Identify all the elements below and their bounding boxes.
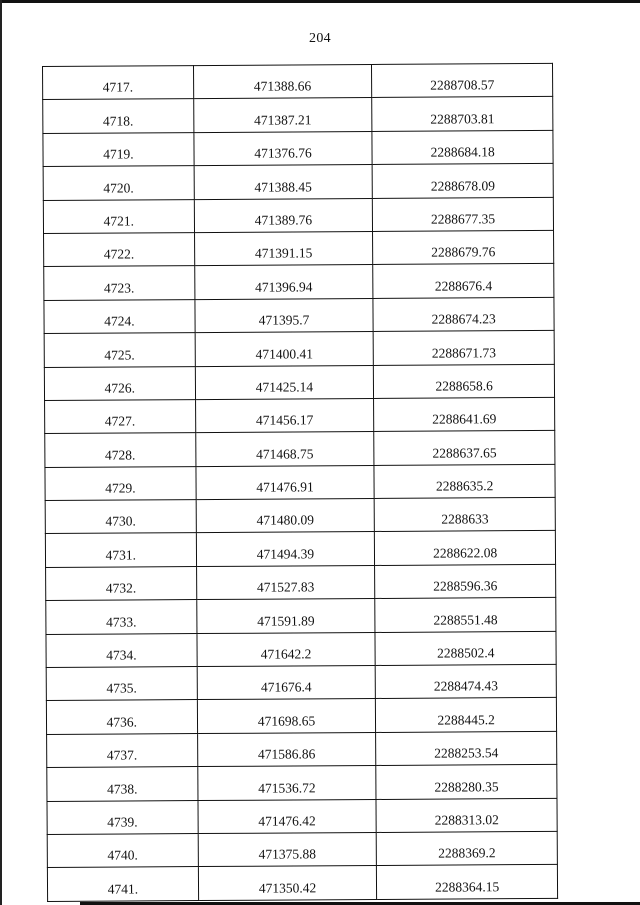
table-row bbox=[44, 264, 554, 301]
point-number-cell: 4727. bbox=[45, 399, 196, 433]
table-row bbox=[43, 97, 553, 134]
point-number-cell: 4721. bbox=[43, 199, 194, 233]
point-number-cell: 4724. bbox=[44, 299, 195, 333]
table-row bbox=[46, 664, 556, 701]
table-row bbox=[45, 431, 555, 468]
point-number-cell: 4741. bbox=[47, 867, 198, 901]
y-coordinate-cell: 2288637.65 bbox=[374, 431, 555, 465]
table-row bbox=[47, 765, 557, 802]
top-border bbox=[0, 0, 640, 3]
y-coordinate-cell: 2288369.2 bbox=[376, 831, 557, 865]
coordinates-table bbox=[42, 63, 558, 902]
y-coordinate-cell: 2288635.2 bbox=[374, 464, 555, 498]
table-row bbox=[43, 130, 553, 167]
y-coordinate-cell: 2288684.18 bbox=[372, 130, 553, 164]
x-coordinate-cell: 471395.7 bbox=[195, 298, 374, 332]
point-number-cell: 4732. bbox=[46, 566, 197, 600]
y-coordinate-cell: 2288313.02 bbox=[376, 798, 557, 832]
x-coordinate-cell: 471388.45 bbox=[194, 165, 373, 199]
page-number: 204 bbox=[309, 31, 331, 46]
x-coordinate-cell: 471642.2 bbox=[197, 632, 376, 666]
table-row bbox=[45, 397, 555, 434]
y-coordinate-cell: 2288280.35 bbox=[376, 765, 557, 799]
x-coordinate-cell: 471476.42 bbox=[198, 799, 377, 833]
y-coordinate-cell: 2288364.15 bbox=[377, 865, 558, 899]
table-row bbox=[47, 798, 557, 835]
x-coordinate-cell: 471456.17 bbox=[195, 398, 374, 432]
y-coordinate-cell: 2288671.73 bbox=[373, 331, 554, 365]
y-coordinate-cell: 2288622.08 bbox=[375, 531, 556, 565]
y-coordinate-cell: 2288596.36 bbox=[375, 564, 556, 598]
point-number-cell: 4733. bbox=[46, 600, 197, 634]
point-number-cell: 4725. bbox=[44, 333, 195, 367]
y-coordinate-cell: 2288633 bbox=[374, 497, 555, 531]
table-row bbox=[45, 531, 555, 568]
y-coordinate-cell: 2288703.81 bbox=[372, 97, 553, 131]
x-coordinate-cell: 471536.72 bbox=[197, 766, 376, 800]
point-number-cell: 4734. bbox=[46, 633, 197, 667]
y-coordinate-cell: 2288676.4 bbox=[373, 264, 554, 298]
x-coordinate-cell: 471387.21 bbox=[193, 98, 372, 132]
x-coordinate-cell: 471494.39 bbox=[196, 532, 375, 566]
x-coordinate-cell: 471480.09 bbox=[196, 499, 375, 533]
table-row bbox=[45, 497, 555, 534]
x-coordinate-cell: 471389.76 bbox=[194, 198, 373, 232]
table-row bbox=[47, 865, 557, 902]
point-number-cell: 4726. bbox=[44, 366, 195, 400]
x-coordinate-cell: 471527.83 bbox=[196, 565, 375, 599]
point-number-cell: 4738. bbox=[47, 767, 198, 801]
point-number-cell: 4722. bbox=[44, 233, 195, 267]
point-number-cell: 4717. bbox=[43, 66, 194, 100]
y-coordinate-cell: 2288445.2 bbox=[376, 698, 557, 732]
table-row bbox=[43, 164, 553, 201]
point-number-cell: 4729. bbox=[45, 466, 196, 500]
y-coordinate-cell: 2288678.09 bbox=[372, 164, 553, 198]
table-row bbox=[47, 831, 557, 868]
y-coordinate-cell: 2288677.35 bbox=[373, 197, 554, 231]
point-number-cell: 4736. bbox=[46, 700, 197, 734]
x-coordinate-cell: 471391.15 bbox=[194, 231, 373, 265]
x-coordinate-cell: 471376.76 bbox=[194, 131, 373, 165]
left-edge-line bbox=[0, 0, 2, 905]
point-number-cell: 4723. bbox=[44, 266, 195, 300]
point-number-cell: 4730. bbox=[45, 500, 196, 534]
point-number-cell: 4720. bbox=[43, 166, 194, 200]
point-number-cell: 4740. bbox=[47, 834, 198, 868]
table-row bbox=[43, 197, 553, 234]
table-row bbox=[44, 331, 554, 368]
point-number-cell: 4739. bbox=[47, 800, 198, 834]
table-row bbox=[46, 564, 556, 601]
table-row bbox=[44, 297, 554, 334]
x-coordinate-cell: 471400.41 bbox=[195, 332, 374, 366]
y-coordinate-cell: 2288253.54 bbox=[376, 731, 557, 765]
table-row bbox=[46, 631, 556, 668]
x-coordinate-cell: 471698.65 bbox=[197, 699, 376, 733]
table-row bbox=[46, 698, 556, 735]
table-row bbox=[46, 598, 556, 635]
x-coordinate-cell: 471388.66 bbox=[193, 64, 372, 98]
x-coordinate-cell: 471676.4 bbox=[197, 666, 376, 700]
point-number-cell: 4719. bbox=[43, 132, 194, 166]
point-number-cell: 4728. bbox=[45, 433, 196, 467]
y-coordinate-cell: 2288641.69 bbox=[374, 397, 555, 431]
y-coordinate-cell: 2288502.4 bbox=[375, 631, 556, 665]
table-row bbox=[47, 731, 557, 768]
y-coordinate-cell: 2288674.23 bbox=[373, 297, 554, 331]
y-coordinate-cell: 2288708.57 bbox=[372, 63, 553, 97]
x-coordinate-cell: 471468.75 bbox=[195, 432, 374, 466]
point-number-cell: 4737. bbox=[47, 733, 198, 767]
y-coordinate-cell: 2288551.48 bbox=[375, 598, 556, 632]
table-row bbox=[44, 230, 554, 267]
point-number-cell: 4735. bbox=[46, 667, 197, 701]
table-row bbox=[44, 364, 554, 401]
table-body bbox=[43, 63, 558, 901]
x-coordinate-cell: 471375.88 bbox=[198, 832, 377, 866]
x-coordinate-cell: 471425.14 bbox=[195, 365, 374, 399]
x-coordinate-cell: 471591.89 bbox=[196, 599, 375, 633]
table-row bbox=[43, 63, 553, 100]
y-coordinate-cell: 2288474.43 bbox=[375, 664, 556, 698]
table-row bbox=[45, 464, 555, 501]
x-coordinate-cell: 471476.91 bbox=[196, 465, 375, 499]
x-coordinate-cell: 471396.94 bbox=[194, 265, 373, 299]
y-coordinate-cell: 2288658.6 bbox=[374, 364, 555, 398]
y-coordinate-cell: 2288679.76 bbox=[373, 230, 554, 264]
point-number-cell: 4718. bbox=[43, 99, 194, 133]
point-number-cell: 4731. bbox=[45, 533, 196, 567]
x-coordinate-cell: 471586.86 bbox=[197, 732, 376, 766]
x-coordinate-cell: 471350.42 bbox=[198, 866, 377, 900]
